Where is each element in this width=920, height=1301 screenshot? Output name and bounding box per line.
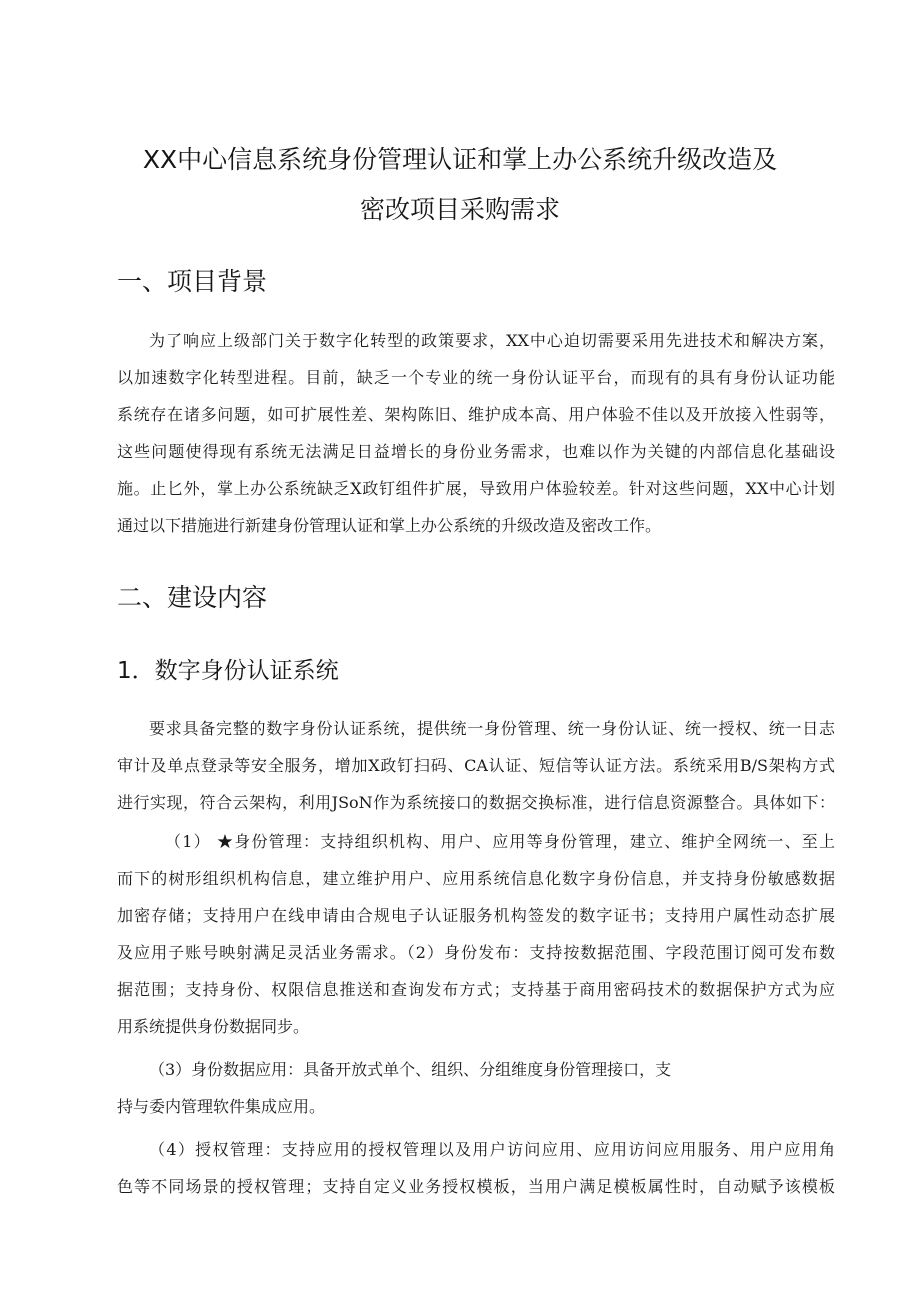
paragraph-line: 审计及单点登录等安全服务，增加X政钉扫码、CA认证、短信等认证方法。系统采用B/S架构方式 bbox=[117, 756, 835, 775]
paragraph-line: 要求具备完整的数字身份认证系统，提供统一身份管理、统一身份认证、统一授权、统一日志 bbox=[149, 719, 835, 738]
paragraph-line: 加密存储；支持用户在线申请由合规电子认证服务机构签发的数字证书；支持用户属性动态扩展 bbox=[117, 906, 835, 925]
document-title-line-1: XX中心信息系统身份管理认证和掌上办公系统升级改造及 bbox=[142, 145, 778, 174]
paragraph-authorization-management bbox=[117, 1131, 835, 1205]
paragraph-line: 而下的树形组织机构信息，建立维护用户、应用系统信息化数字身份信息，并支持身份敏感数据 bbox=[117, 869, 835, 888]
paragraph-line: 及应用子账号映射满足灵活业务需求。（2）身份发布：支持按数据范围、字段范围订阅可发布数 bbox=[117, 943, 835, 962]
paragraph-background bbox=[117, 322, 835, 544]
paragraph-line: 进行实现，符合云架构，利用JSoN作为系统接口的数据交换标准，进行信息资源整合。具体如下： bbox=[117, 793, 835, 812]
paragraph-intro bbox=[117, 710, 835, 821]
paragraph-line: 以加速数字化转型进程。目前，缺乏一个专业的统一身份认证平台，而现有的具有身份认证功能 bbox=[117, 368, 835, 387]
paragraph-line: 施。止匕外，掌上办公系统缺乏X政钉组件扩展，导致用户体验较差。针对这些问题，XX中心计划 bbox=[117, 479, 835, 498]
paragraph-identity-data-application bbox=[117, 1051, 835, 1125]
paragraph-line: 这些问题使得现有系统无法满足日益增长的身份业务需求，也难以作为关键的内部信息化基础设 bbox=[117, 442, 835, 461]
paragraph-line: （3）身份数据应用：具备开放式单个、组织、分组维度身份管理接口，支 bbox=[149, 1060, 672, 1079]
paragraph-line: 用系统提供身份数据同步。 bbox=[117, 1017, 310, 1036]
paragraph-line: 为了响应上级部门关于数字化转型的政策要求，XX中心迫切需要采用先进技术和解决方案， bbox=[149, 331, 835, 350]
section-heading-construction: 二、建设内容 bbox=[117, 583, 268, 612]
paragraph-line: （4）授权管理：支持应用的授权管理以及用户访问应用、应用访问应用服务、用户应用角 bbox=[149, 1140, 835, 1159]
document-title-line-2: 密改项目采购需求 bbox=[359, 195, 560, 224]
paragraph-line: 系统存在诸多问题，如可扩展性差、架构陈旧、维护成本高、用户体验不佳以及开放接入性弱等， bbox=[117, 405, 835, 424]
paragraph-line: 通过以下措施进行新建身份管理认证和掌上办公系统的升级改造及密改工作。 bbox=[117, 516, 662, 535]
section-heading-background: 一、项目背景 bbox=[117, 267, 268, 296]
paragraph-line: 据范围；支持身份、权限信息推送和查询发布方式；支持基于商用密码技术的数据保护方式为应 bbox=[117, 980, 835, 999]
paragraph-line: （1） ★身份管理：支持组织机构、用户、应用等身份管理，建立、维护全网统一、至上 bbox=[165, 832, 835, 851]
paragraph-identity-management bbox=[117, 823, 835, 1045]
paragraph-line: 色等不同场景的授权管理；支持自定义业务授权模板，当用户满足模板属性时，自动赋予该模板 bbox=[117, 1177, 835, 1196]
paragraph-line: 持与委内管理软件集成应用。 bbox=[117, 1097, 326, 1116]
subsection-heading-digital-identity: 1．数字身份认证系统 bbox=[117, 658, 339, 684]
